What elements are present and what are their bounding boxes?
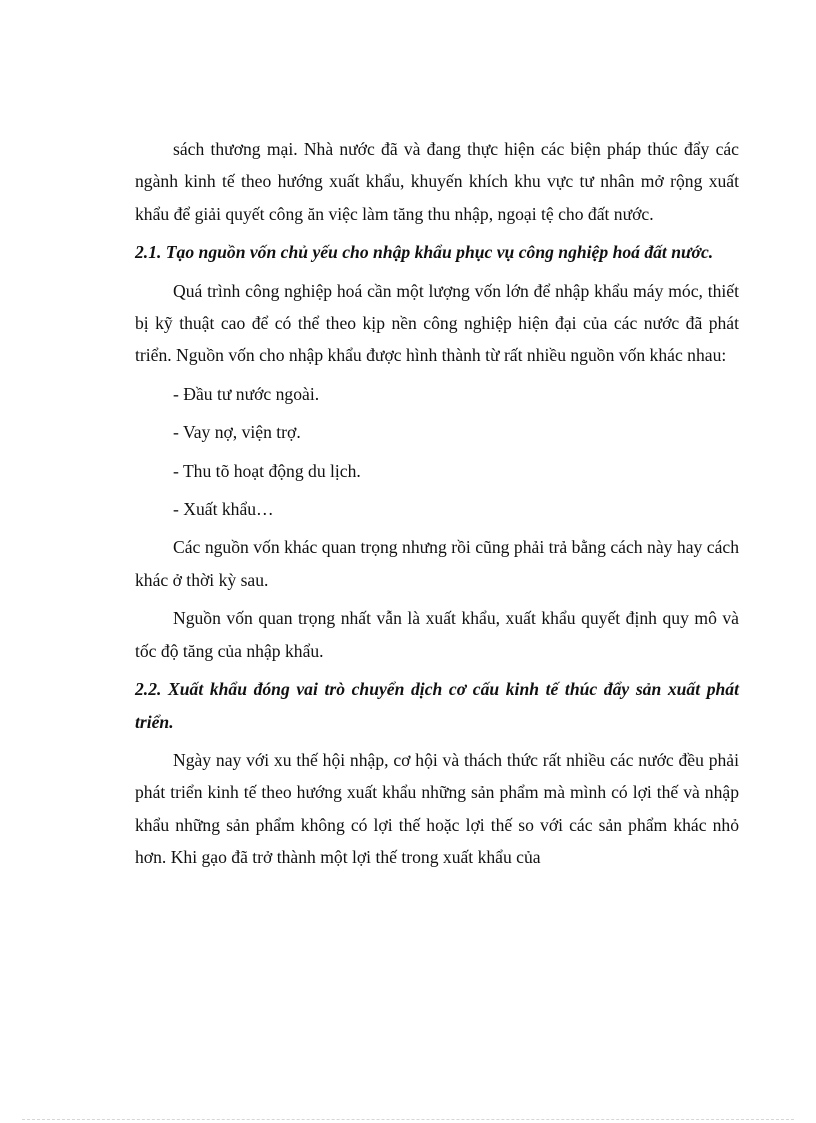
list-item-export: - Xuất khẩu…	[173, 499, 274, 520]
list-item-loans-aid: - Vay nợ, viện trợ.	[173, 422, 301, 443]
section-heading-2-1: 2.1. Tạo nguồn vốn chủ yếu cho nhập khẩu phục vụ công nghiệp hoá đất nước.	[135, 242, 714, 263]
paragraph-industrialization-capital: Quá trình công nghiệp hoá cần một lượng vốn lớn để nhập khẩu máy móc, thiết bị kỹ thuật cao để có thể theo kịp nền công nghiệp hiện đại của các nước đã phát triển. Nguồn vốn cho nhập khẩu được hình thành từ rất nhiều nguồn vốn khác nhau:	[135, 280, 739, 366]
document-page	[135, 133, 739, 874]
paragraph-trade-policy: sách thương mại. Nhà nước đã và đang thực hiện các biện pháp thúc đẩy các ngành kinh tế theo hướng xuất khẩu, khuyến khích khu vực tư nhân mở rộng xuất khẩu để giải quyết công ăn việc làm tăng thu nhập, ngoại tệ cho đất nước.	[135, 139, 739, 224]
section-heading-2-2: 2.2. Xuất khẩu đóng vai trò chuyển dịch cơ cấu kinh tế thúc đẩy sản xuất phát triển.	[135, 679, 739, 732]
paragraph-other-capital: Các nguồn vốn khác quan trọng nhưng rồi cũng phải trả bằng cách này hay cách khác ở thời kỳ sau.	[135, 537, 739, 590]
list-item-tourism: - Thu tõ hoạt động du lịch.	[173, 460, 361, 481]
paragraph-export-capital: Nguồn vốn quan trọng nhất vẫn là xuất khẩu, xuất khẩu quyết định quy mô và tốc độ tăng của nhập khẩu.	[135, 608, 739, 661]
paragraph-integration-trends: Ngày nay với xu thế hội nhập, cơ hội và thách thức rất nhiều các nước đều phải phát triển kinh tế theo hướng xuất khẩu những sản phẩm mà mình có lợi thế và nhập khẩu những sản phẩm không có lợi thế hoặc lợi thế so với các sản phẩm khác nhỏ hơn. Khi gạo đã trở thành một lợi thế trong xuất khẩu của	[135, 749, 739, 868]
page-bottom-dashed-rule	[22, 1119, 794, 1120]
list-item-foreign-investment: - Đầu tư nước ngoài.	[173, 383, 320, 404]
